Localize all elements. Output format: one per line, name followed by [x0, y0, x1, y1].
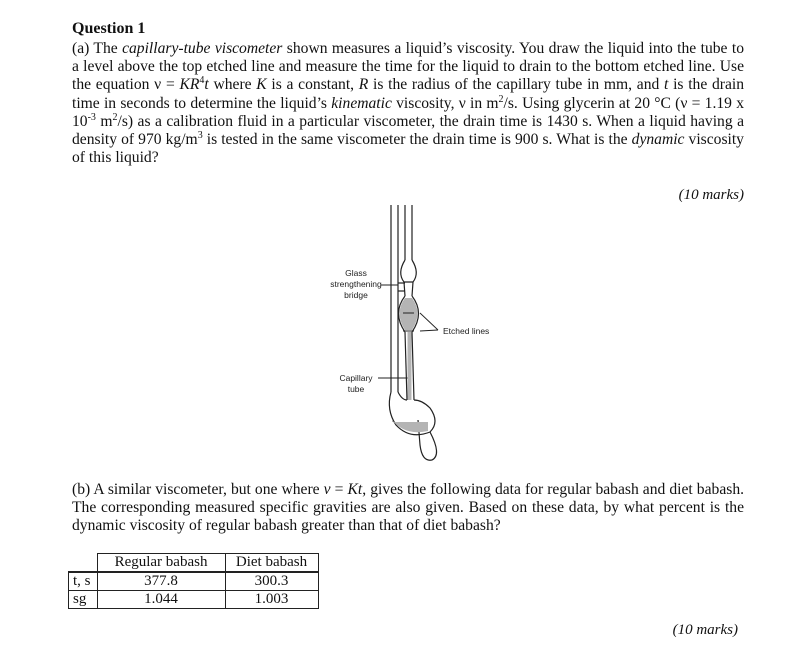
text-run: t [664, 76, 669, 94]
part-b-marks: (10 marks) [672, 622, 738, 638]
part-b-text [72, 481, 744, 536]
liquid-middle-bulb [400, 298, 418, 330]
text-run: where [208, 76, 257, 94]
etched-lines-label: Etched lines [443, 326, 490, 336]
text-run: 2 [112, 111, 118, 123]
cell-regular-sg: 1.044 [97, 591, 225, 609]
col-header-regular: Regular babash [97, 554, 225, 573]
text-run: 3 [197, 129, 203, 141]
text-run: R [358, 76, 369, 94]
text-run: dynamic [631, 131, 685, 149]
text-run: is tested in the same viscometer the drain time is 900 s. What is the [202, 131, 632, 149]
text-run: 2 [498, 93, 504, 105]
babash-data-table [68, 553, 319, 609]
row-label-sg: sg [69, 591, 98, 609]
text-run: , gives the following data for regular babash and diet babash. The corresponding measured specific gravities are also given. Based on these data, by what percent is the dynamic viscosity of regular babash greater than that of diet babash? [72, 481, 745, 535]
text-run: kinematic [331, 94, 392, 112]
text-run: = [330, 481, 348, 498]
row-label-time: t, s [69, 572, 98, 591]
text-run: KR [179, 76, 200, 94]
text-run: is a constant, [266, 76, 359, 94]
text-run: m [95, 112, 113, 130]
etched-leader [420, 313, 438, 330]
text-run: K [256, 76, 267, 94]
text-run: shown measures a liquid’s viscosity. You draw the liquid into the tube to a level above the top etched line and measure the time for the liquid to drain to the bottom etched line. Use the equation ν = [72, 40, 744, 94]
col-header-diet: Diet babash [225, 554, 318, 573]
text-run: /s) as a calibration fluid in a particular viscometer, the drain time is 1430 s. When a liquid having a density of 970 kg/m [72, 112, 744, 149]
bridge-label-2: strengthening [330, 279, 382, 289]
cell-diet-time: 300.3 [225, 572, 318, 591]
cell-diet-sg: 1.003 [225, 591, 318, 609]
text-run: -3 [87, 111, 96, 123]
part-a-marks: (10 marks) [678, 187, 744, 203]
text-run: is the radius of the capillary tube in mm, and [368, 76, 665, 94]
capillary-label-1: Capillary [339, 373, 373, 383]
liquid-capillary [408, 332, 412, 400]
cell-regular-time: 377.8 [97, 572, 225, 591]
table-row [69, 591, 319, 609]
text-run: Kt [347, 481, 363, 498]
bridge-label-1: Glass [345, 268, 367, 278]
bridge-label-3: bridge [344, 290, 368, 300]
text-run: (a) The [72, 40, 123, 57]
text-run: /s. Using glycerin at 20 °C (ν = 1.19 x 10 [72, 94, 745, 130]
table-row [69, 572, 319, 591]
question-heading: Question 1 [72, 20, 146, 37]
text-run: is the drain time in seconds to determine the liquid’s [72, 76, 745, 112]
upper-bulb [401, 260, 417, 282]
text-run: t [204, 76, 209, 94]
text-run: viscosity, ν in m [391, 94, 499, 112]
text-run: viscosity of this liquid? [72, 131, 744, 167]
text-run: 4 [199, 75, 205, 87]
table-header-row [69, 554, 319, 573]
table-corner [69, 554, 98, 573]
text-run: v [323, 481, 331, 498]
text-run: (b) A similar viscometer, but one where [72, 481, 324, 498]
capillary-label-2: tube [347, 384, 365, 394]
text-run: capillary-tube viscometer [122, 40, 283, 57]
